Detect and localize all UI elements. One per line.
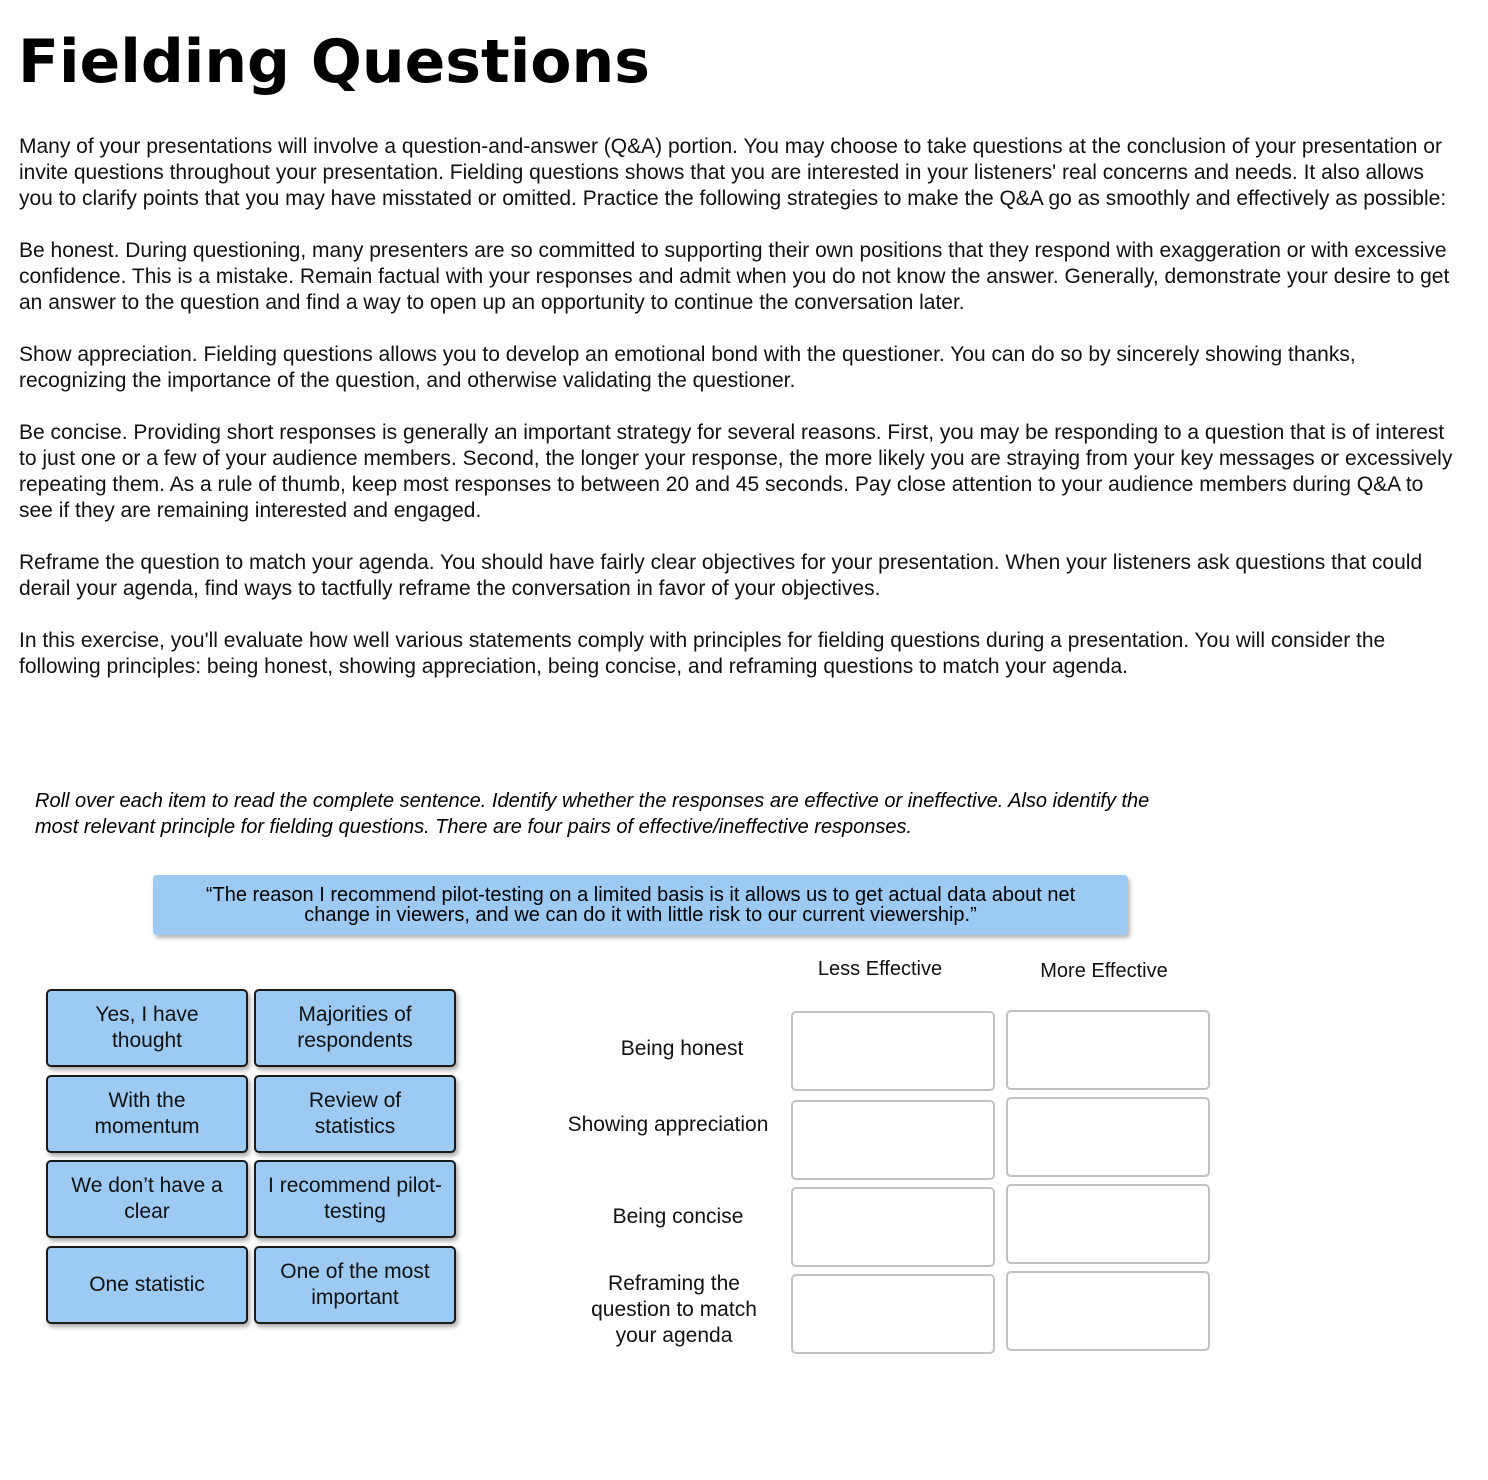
drop-zone-appreciation-more-effective[interactable] <box>1006 1097 1210 1177</box>
response-tile-with-the-momentum[interactable] <box>46 1075 248 1153</box>
row-label-showing-appreciation: Showing appreciation <box>567 1113 769 1136</box>
principle-be-honest-paragraph: Be honest. During questioning, many presenters are so committed to supporting their own positions that they respond with exaggeration or with excessive confidence. This is a mistake. Remain factual with your responses and admit when you do not know the answer. Generally, demonstrate your desire to get an answer to the question and find a way to open up an opportunity to continue the conversation later. <box>19 239 1450 314</box>
exercise-intro-paragraph: In this exercise, you'll evaluate how well various statements comply with principles for fielding questions during a presentation. You will consider the following principles: being honest, showing appreciation, being concise, and reframing questions to match your agenda. <box>19 629 1386 678</box>
column-header-less-effective: Less Effective <box>817 958 943 980</box>
hover-quote-text: “The reason I recommend pilot-testing on a limited basis is it allows us to get actual data about net change in viewers, and we can do it with little risk to our current viewership.” <box>205 884 1076 926</box>
principle-be-concise-paragraph: Be concise. Providing short responses is generally an important strategy for several reasons. First, you may be responding to a question that is of interest to just one or a few of your audience members. Second, the longer your response, the more likely you are straying from your key messages or excessively repeating them. As a rule of thumb, keep most responses to between 20 and 45 seconds. Pay close attention to your audience members during Q&A to see if they are remaining interested and engaged. <box>19 421 1453 522</box>
response-tile-label: One statistic <box>89 1273 205 1296</box>
response-tile-label: We don’t have a clear <box>71 1174 223 1223</box>
response-tile-label: With the momentum <box>94 1089 200 1138</box>
drop-zone-concise-less-effective[interactable] <box>791 1187 995 1267</box>
drop-zone-reframe-more-effective[interactable] <box>1006 1271 1210 1351</box>
response-tile-one-of-the-most-important[interactable] <box>254 1246 456 1324</box>
response-tile-majorities-of-respondents[interactable] <box>254 989 456 1067</box>
response-tile-label: I recommend pilot-testing <box>268 1174 442 1223</box>
principle-show-appreciation-paragraph: Show appreciation. Fielding questions allows you to develop an emotional bond with the questioner. You can do so by sincerely showing thanks, recognizing the importance of the question, and otherwise validating the questioner. <box>19 343 1356 392</box>
response-tile-i-recommend-pilot-testing[interactable] <box>254 1160 456 1238</box>
intro-paragraph: Many of your presentations will involve a question-and-answer (Q&A) portion. You may choose to take questions at the conclusion of your presentation or invite questions throughout your presentation. Fielding questions shows that you are interested in your listeners' real concerns and needs. It also allows you to clarify points that you may have misstated or omitted. Practice the following strategies to make the Q&A go as smoothly and effectively as possible: <box>19 135 1447 210</box>
row-label-being-concise: Being concise <box>612 1205 744 1228</box>
page-title: Fielding Questions <box>18 27 650 97</box>
drop-zone-honest-more-effective[interactable] <box>1006 1010 1210 1090</box>
drop-zone-reframe-less-effective[interactable] <box>791 1274 995 1354</box>
row-label-reframing-the-question: Reframing the question to match your agenda <box>591 1272 757 1347</box>
response-tile-we-dont-have-a-clear[interactable] <box>46 1160 248 1238</box>
response-tile-label: Yes, I have thought <box>95 1003 199 1052</box>
response-tile-review-of-statistics[interactable] <box>254 1075 456 1153</box>
principle-reframe-paragraph: Reframe the question to match your agenda. You should have fairly clear objectives for your presentation. When your listeners ask questions that could derail your agenda, find ways to tactfully reframe the conversation in favor of your objectives. <box>19 551 1423 600</box>
response-tile-label: Review of statistics <box>308 1089 402 1138</box>
column-header-more-effective: More Effective <box>1040 960 1168 982</box>
drop-zone-concise-more-effective[interactable] <box>1006 1184 1210 1264</box>
hover-quote-tooltip <box>153 875 1128 935</box>
drop-zone-appreciation-less-effective[interactable] <box>791 1100 995 1180</box>
exercise-instructions: Roll over each item to read the complete sentence. Identify whether the responses are effective or ineffective. Also identify the most relevant principle for fielding questions. There are four pairs of effective/ineffective responses. <box>35 790 1150 838</box>
response-tile-label: One of the most important <box>280 1260 430 1309</box>
row-label-being-honest: Being honest <box>620 1037 744 1060</box>
intro-text <box>19 134 1459 706</box>
response-tile-yes-i-have-thought[interactable] <box>46 989 248 1067</box>
drop-zone-honest-less-effective[interactable] <box>791 1011 995 1091</box>
response-tile-label: Majorities of respondents <box>297 1003 413 1052</box>
response-tile-one-statistic[interactable] <box>46 1246 248 1324</box>
